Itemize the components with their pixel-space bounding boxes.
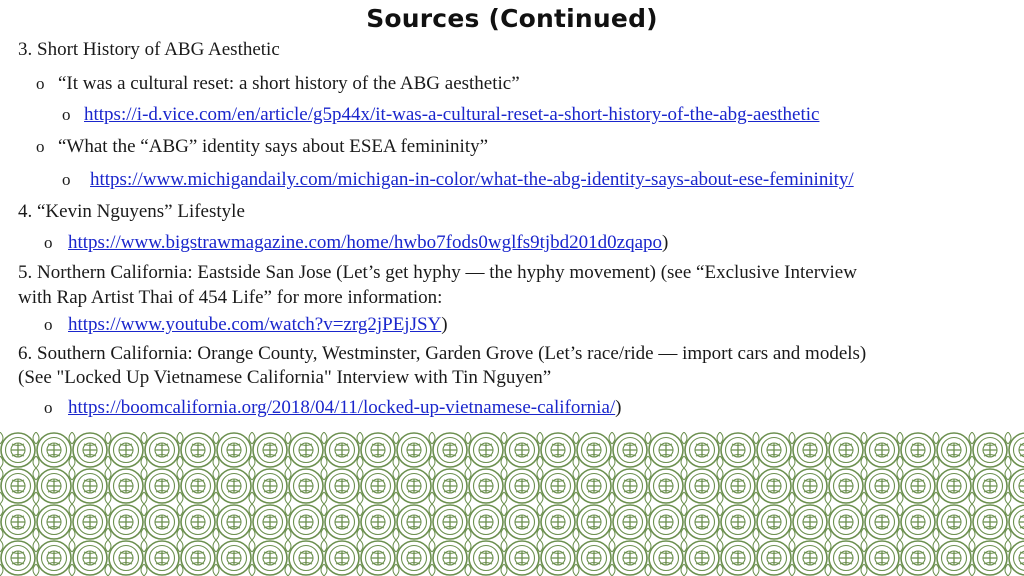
bullet-icon: o <box>44 315 53 334</box>
vice-abg-link[interactable]: https://i-d.vice.com/en/article/g5p44x/it-was-a-cultural-reset-a-short-history-of-the-abg-aesthetic <box>84 104 820 125</box>
list-item <box>44 396 622 420</box>
list-item <box>44 231 668 255</box>
section-6-heading-line-2: (See "Locked Up Vietnamese California" Interview with Tin Nguyen” <box>18 367 552 388</box>
section-4-heading: 4. “Kevin Nguyens” Lifestyle <box>18 201 245 222</box>
section-5-heading-line-2: with Rap Artist Thai of 454 Life” for more information: <box>18 287 443 308</box>
list-item <box>36 72 520 96</box>
link-suffix: ) <box>441 314 448 335</box>
bigstraw-link[interactable]: https://www.bigstrawmagazine.com/home/hwbo7fods0wglfs9tjbd201d0zqapo <box>68 232 663 253</box>
youtube-link[interactable]: https://www.youtube.com/watch?v=zrg2jPEjJSY <box>68 314 442 335</box>
decorative-pattern-band <box>0 432 1024 576</box>
section-3-heading: 3. Short History of ABG Aesthetic <box>18 39 280 60</box>
source-title: “It was a cultural reset: a short history of the ABG aesthetic” <box>58 73 520 94</box>
source-title: “What the “ABG” identity says about ESEA femininity” <box>58 136 489 157</box>
list-item <box>44 313 448 337</box>
bullet-icon: o <box>44 233 53 252</box>
bullet-icon: o <box>36 137 45 156</box>
list-item <box>62 168 854 192</box>
link-suffix: ) <box>615 397 622 418</box>
slide-title: Sources (Continued) <box>366 4 658 33</box>
bullet-icon: o <box>62 105 71 124</box>
boomcalifornia-link[interactable]: https://boomcalifornia.org/2018/04/11/locked-up-vietnamese-california/ <box>68 397 616 418</box>
bullet-icon: o <box>36 74 45 93</box>
michigandaily-link[interactable]: https://www.michigandaily.com/michigan-in-color/what-the-abg-identity-says-about-ese-femininity/ <box>90 169 854 190</box>
coin-pattern-fill <box>0 432 1024 576</box>
list-item <box>62 103 819 127</box>
section-6-heading-line-1: 6. Southern California: Orange County, Westminster, Garden Grove (Let’s race/ride — import cars and models) <box>18 343 867 364</box>
bullet-icon: o <box>44 398 53 417</box>
section-5-heading-line-1: 5. Northern California: Eastside San Jose (Let’s get hyphy — the hyphy movement) (see “Exclusive Interview <box>18 262 857 283</box>
list-item <box>36 135 488 159</box>
bullet-icon: o <box>62 170 71 189</box>
link-suffix: ) <box>662 232 669 253</box>
